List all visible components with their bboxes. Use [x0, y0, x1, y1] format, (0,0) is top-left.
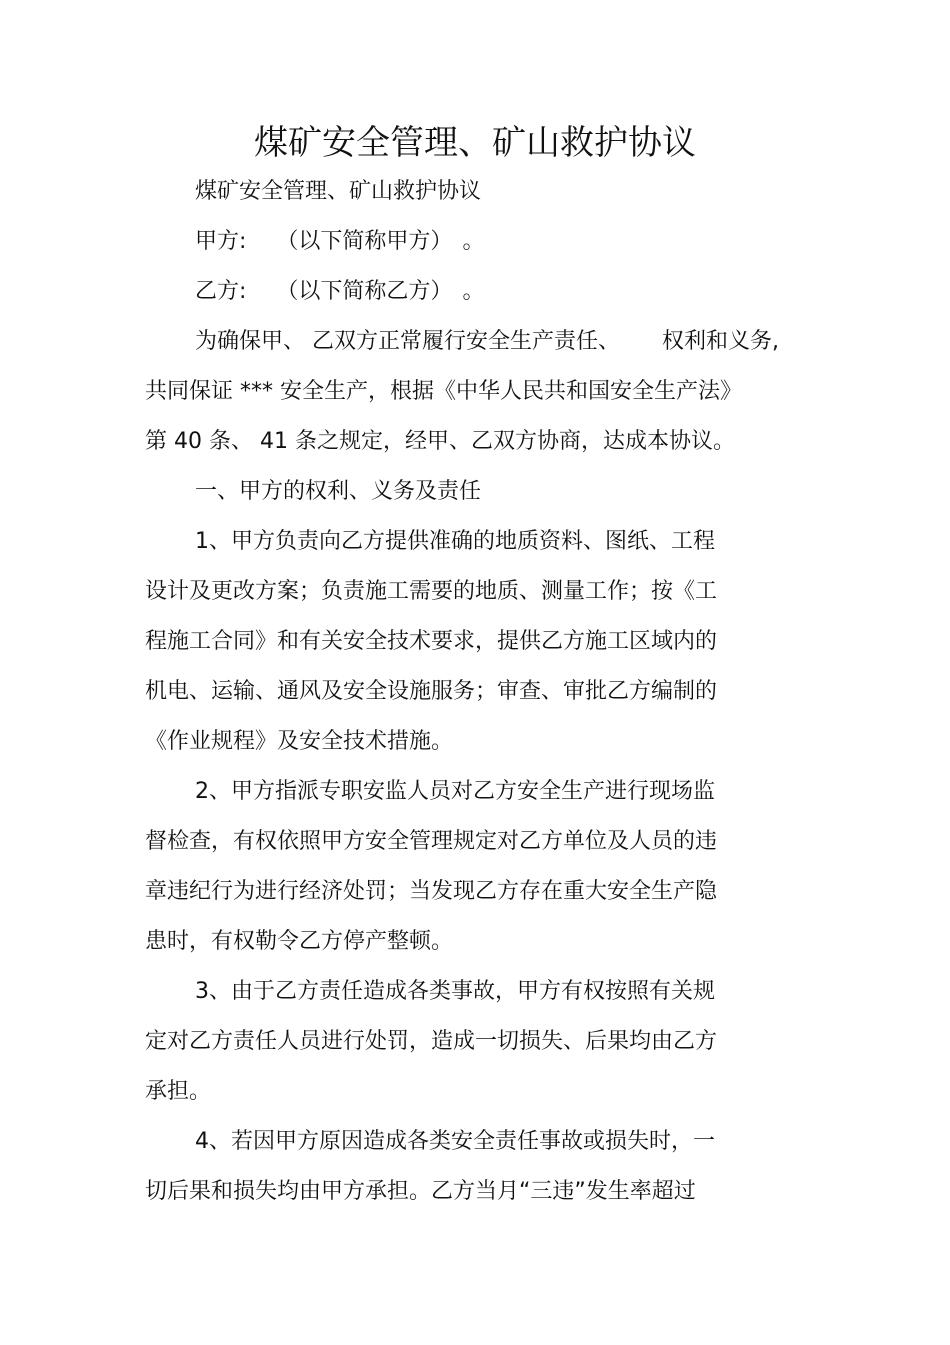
- document-title: 煤矿安全管理、矿山救护协议: [254, 123, 696, 163]
- intro-line-3: 第 40 条、 41 条之规定，经甲、乙双方协商，达成本协议。: [145, 429, 735, 454]
- party-b-note: （以下简称乙方）: [276, 279, 453, 304]
- party-a-note: （以下简称甲方）: [276, 229, 453, 254]
- clause-1-line-3: 程施工合同》和有关安全技术要求，提供乙方施工区域内的: [145, 629, 718, 654]
- clause-2-line-3: 章违纪行为进行经济处罚；当发现乙方存在重大安全生产隐: [145, 879, 718, 904]
- clause-4-line-2: 切后果和损失均由甲方承担。乙方当月“三违”发生率超过: [145, 1179, 696, 1204]
- intro-line-2: 共同保证 *** 安全生产，根据《中华人民共和国安全生产法》: [145, 379, 742, 404]
- clause-4-line-1: 4、若因甲方原因造成各类安全责任事故或损失时，一: [195, 1129, 715, 1154]
- document-subtitle: 煤矿安全管理、矿山救护协议: [195, 179, 482, 204]
- party-a-label: 甲方:: [195, 229, 247, 254]
- clause-1-line-1: 1、甲方负责向乙方提供准确的地质资料、图纸、工程: [195, 529, 715, 554]
- clause-1-line-2: 设计及更改方案；负责施工需要的地质、测量工作；按《工: [145, 579, 718, 604]
- clause-1-line-4: 机电、运输、通风及安全设施服务；审查、审批乙方编制的: [145, 679, 718, 704]
- section-1-heading: 一、甲方的权利、义务及责任: [195, 479, 482, 504]
- clause-3-line-2: 定对乙方责任人员进行处罚，造成一切损失、后果均由乙方: [145, 1029, 718, 1054]
- clause-2-line-2: 督检查，有权依照甲方安全管理规定对乙方单位及人员的违: [145, 829, 718, 854]
- party-a-line: [195, 227, 845, 257]
- party-b-end: 。: [462, 279, 485, 304]
- party-b-line: [195, 277, 845, 307]
- clause-3-line-3: 承担。: [145, 1079, 212, 1104]
- party-b-label: 乙方:: [195, 279, 247, 304]
- clause-1-line-5: 《作业规程》及安全技术措施。: [145, 729, 454, 754]
- clause-2-line-4: 患时，有权勒令乙方停产整顿。: [145, 929, 454, 954]
- party-a-end: 。: [462, 229, 485, 254]
- clause-2-line-1: 2、甲方指派专职安监人员对乙方安全生产进行现场监: [195, 779, 715, 804]
- intro-line-1: [195, 327, 845, 357]
- clause-3-line-1: 3、由于乙方责任造成各类事故，甲方有权按照有关规: [195, 979, 715, 1004]
- intro-line-1-b: 权利和义务,: [662, 329, 779, 354]
- intro-line-1-a: 为确保甲、 乙双方正常履行安全生产责任、: [195, 329, 620, 354]
